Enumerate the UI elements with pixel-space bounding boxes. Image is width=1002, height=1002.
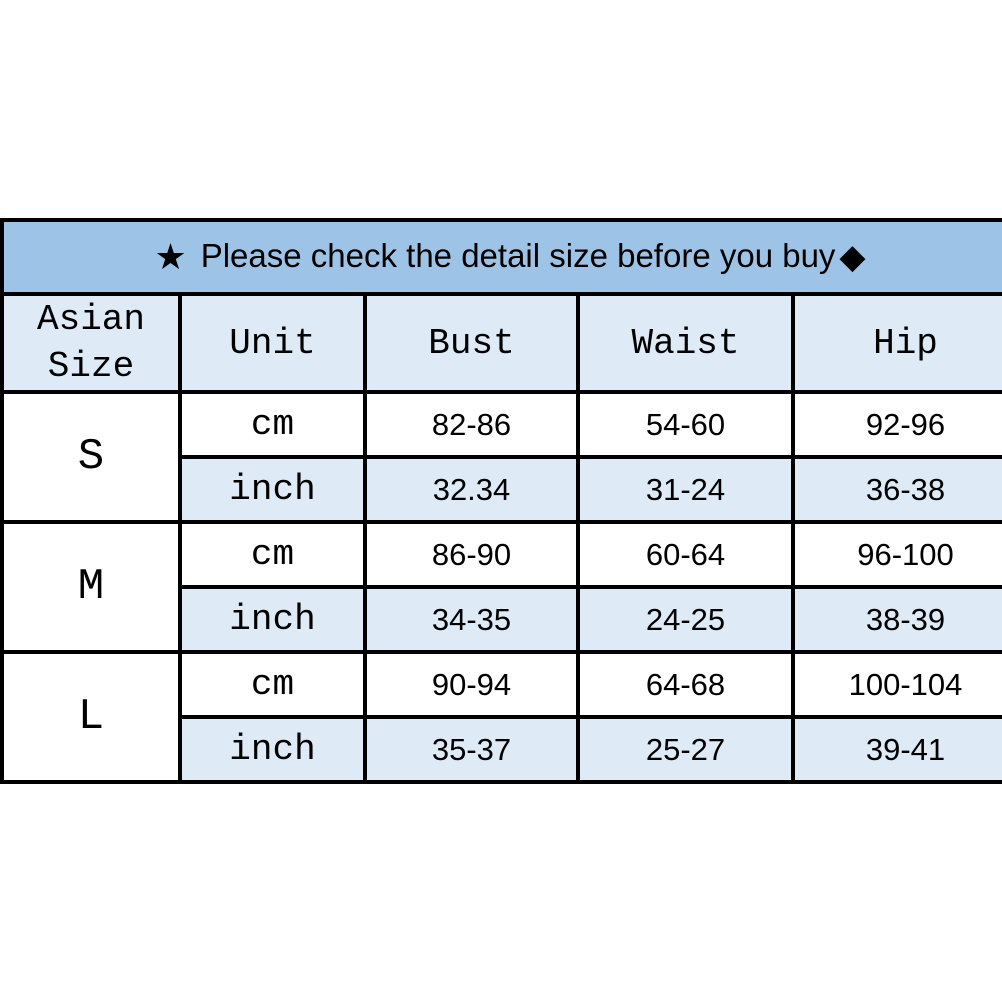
bust-value: 90-94 — [365, 652, 578, 717]
waist-value: 60-64 — [578, 522, 793, 587]
size-cell-l: L — [2, 652, 180, 782]
waist-value: 54-60 — [578, 392, 793, 457]
table-row-m-cm — [2, 522, 1002, 587]
unit-cell: cm — [180, 652, 365, 717]
bust-value: 34-35 — [365, 587, 578, 652]
table-row-s-cm — [2, 392, 1002, 457]
size-cell-m: M — [2, 522, 180, 652]
hip-value: 39-41 — [793, 717, 1002, 782]
banner — [2, 220, 1002, 294]
hip-value: 36-38 — [793, 457, 1002, 522]
unit-cell: cm — [180, 522, 365, 587]
column-header-asian-size: Asian Size — [2, 294, 180, 392]
waist-value: 24-25 — [578, 587, 793, 652]
banner-row — [2, 220, 1002, 294]
unit-cell: cm — [180, 392, 365, 457]
bust-value: 35-37 — [365, 717, 578, 782]
bust-value: 86-90 — [365, 522, 578, 587]
bust-value: 82-86 — [365, 392, 578, 457]
column-header-bust: Bust — [365, 294, 578, 392]
hip-value: 92-96 — [793, 392, 1002, 457]
column-header-waist: Waist — [578, 294, 793, 392]
waist-value: 25-27 — [578, 717, 793, 782]
waist-value: 31-24 — [578, 457, 793, 522]
column-header-unit: Unit — [180, 294, 365, 392]
hip-value: 38-39 — [793, 587, 1002, 652]
size-chart — [0, 218, 1002, 788]
unit-cell: inch — [180, 717, 365, 782]
unit-cell: inch — [180, 587, 365, 652]
size-chart-table — [0, 218, 1002, 784]
unit-cell: inch — [180, 457, 365, 522]
waist-value: 64-68 — [578, 652, 793, 717]
bust-value: 32.34 — [365, 457, 578, 522]
size-cell-s: S — [2, 392, 180, 522]
hip-value: 100-104 — [793, 652, 1002, 717]
banner-text: Please check the detail size before you buy — [200, 237, 836, 274]
hip-value: 96-100 — [793, 522, 1002, 587]
header-row — [2, 294, 1002, 392]
star-icon: ★ — [154, 236, 187, 277]
table-row-l-cm — [2, 652, 1002, 717]
diamond-icon: ◆ — [839, 238, 866, 276]
column-header-hip: Hip — [793, 294, 1002, 392]
